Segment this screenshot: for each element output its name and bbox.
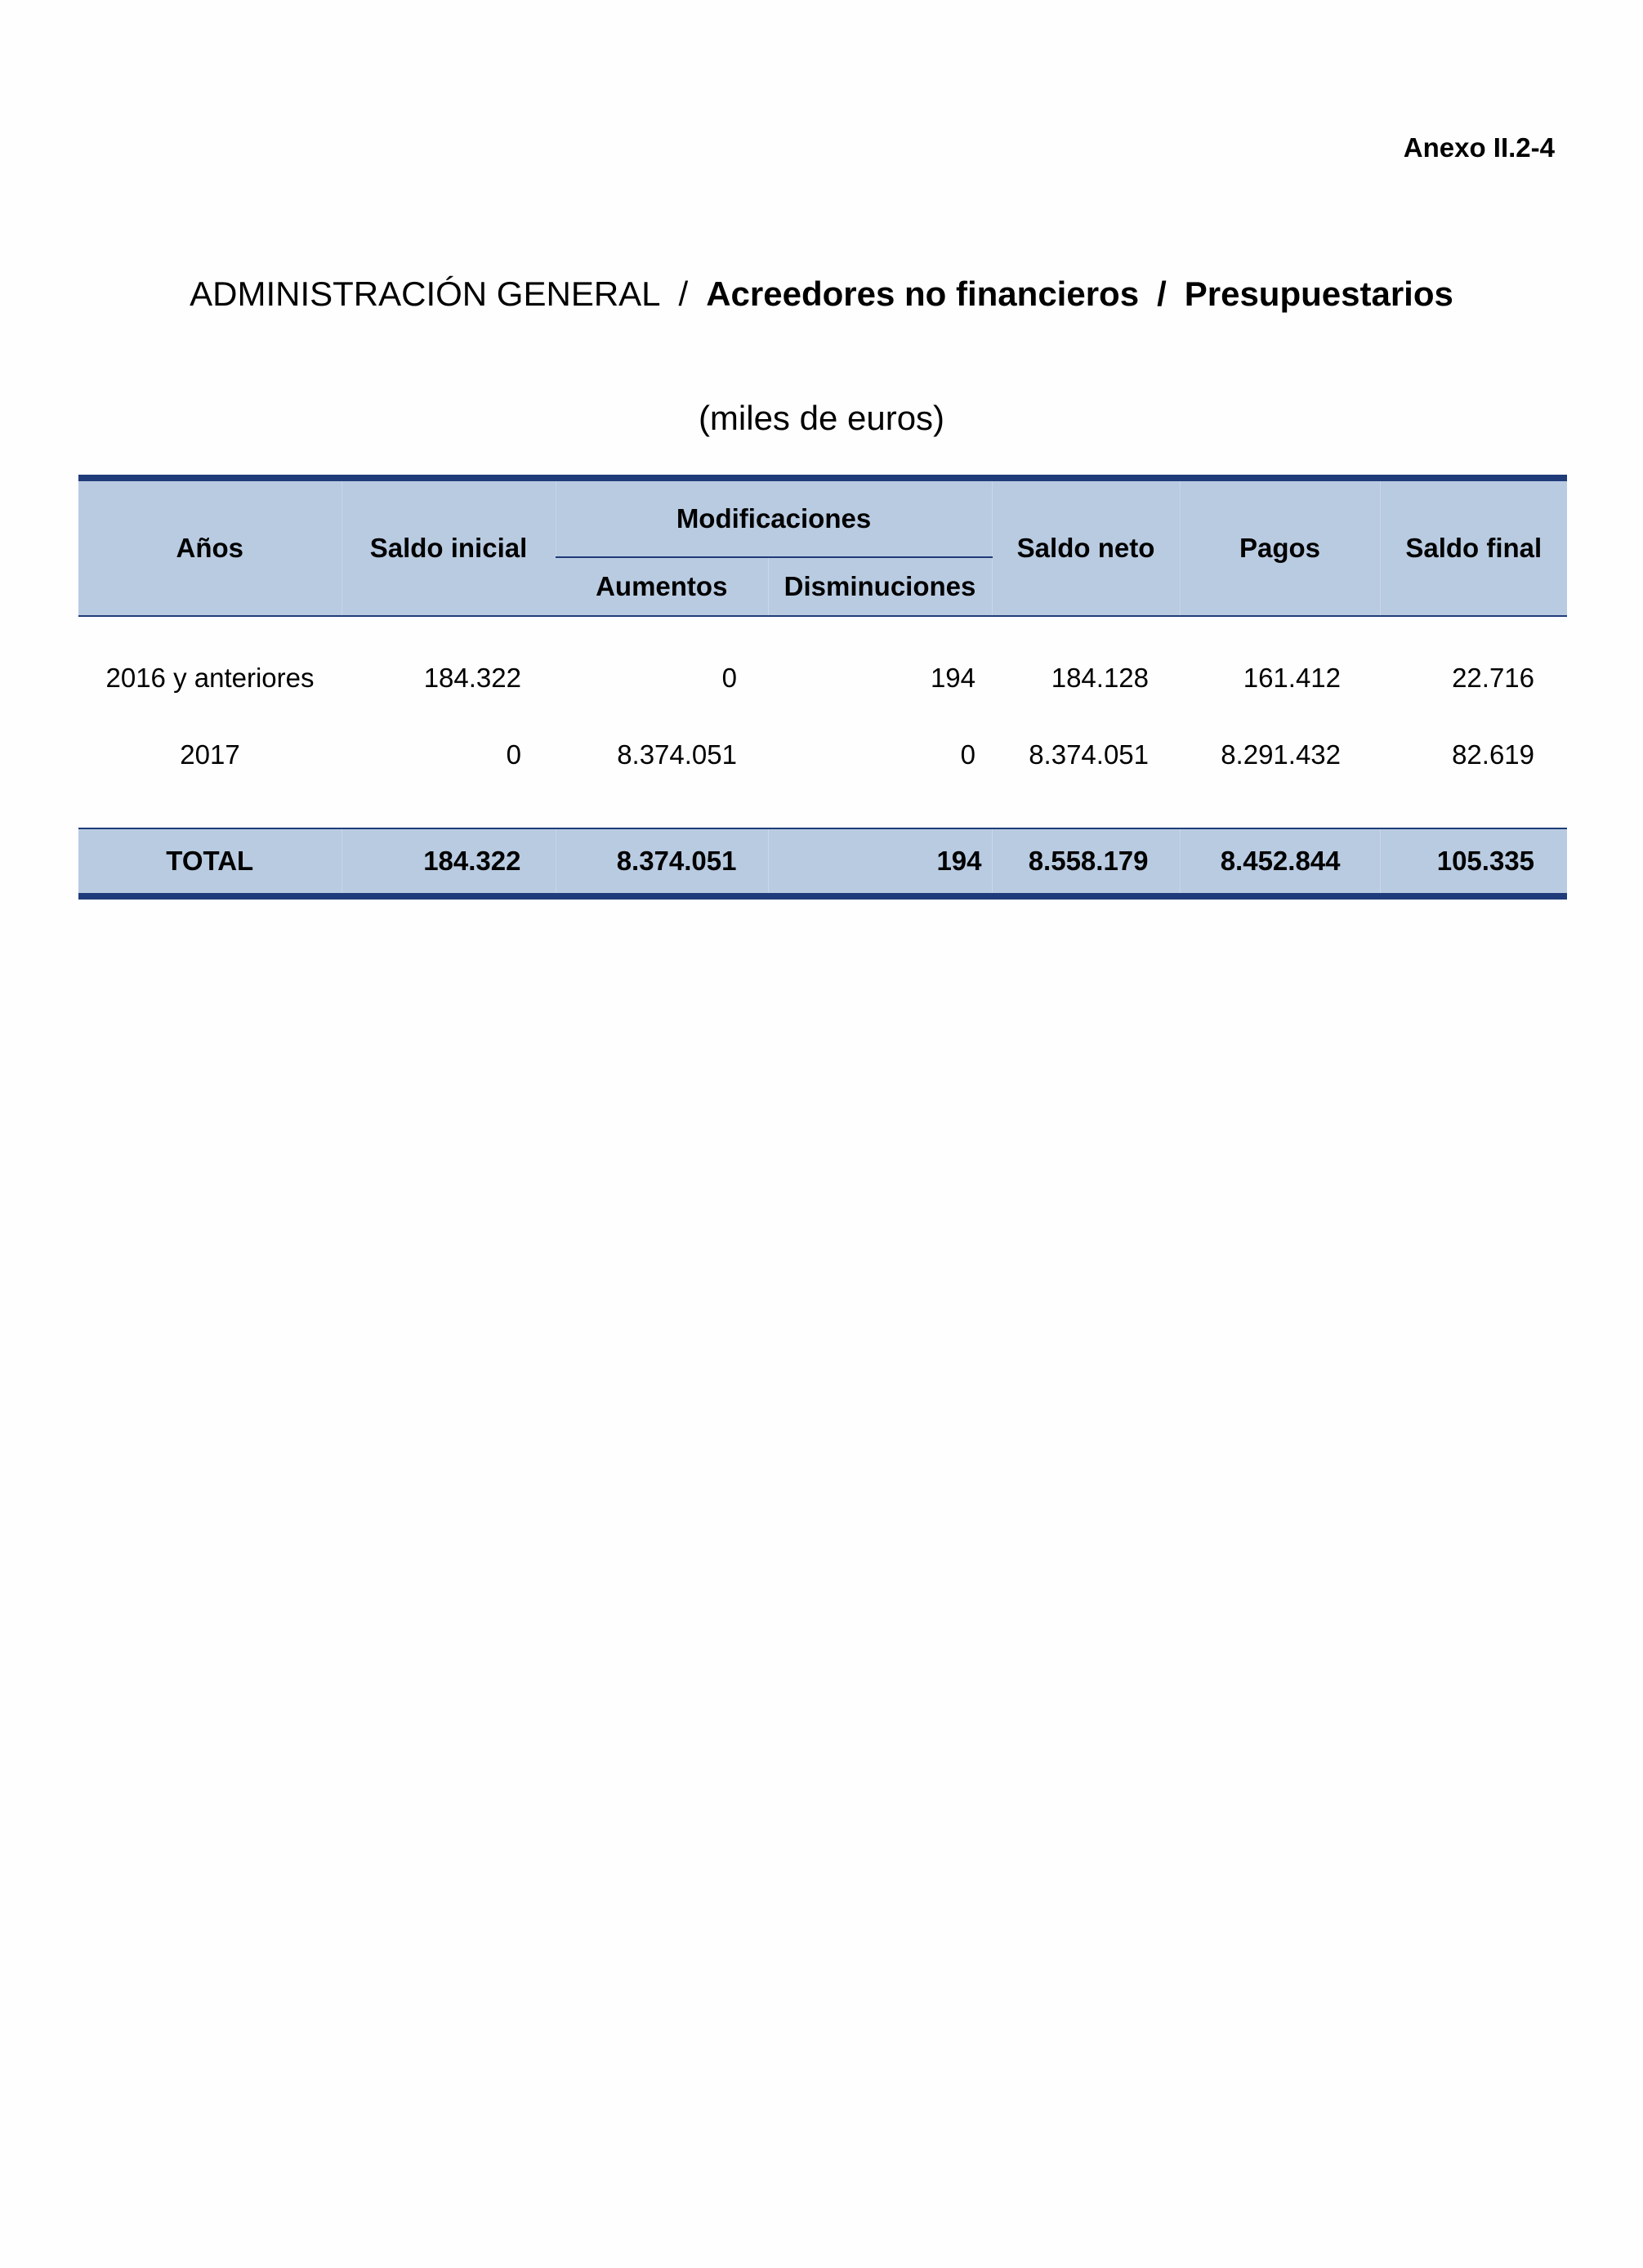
page-title bbox=[0, 275, 1643, 314]
total-row bbox=[78, 828, 1567, 896]
cell-aumentos: 0 bbox=[721, 663, 737, 693]
cell-disminuciones: 194 bbox=[930, 663, 976, 693]
header-saldo-final: Saldo final bbox=[1380, 478, 1567, 616]
total-saldo-inicial: 184.322 bbox=[342, 828, 556, 896]
table-row bbox=[78, 717, 1567, 793]
cell-aumentos: 8.374.051 bbox=[617, 739, 737, 770]
cell-disminuciones: 0 bbox=[960, 739, 976, 770]
cell-pagos: 161.412 bbox=[1243, 663, 1342, 693]
cell-saldo-inicial: 0 bbox=[506, 739, 521, 770]
header-anos: Años bbox=[78, 478, 342, 616]
cell-anos: 2017 bbox=[180, 739, 240, 770]
cell-anos: 2016 y anteriores bbox=[105, 663, 315, 693]
cell-saldo-inicial: 184.322 bbox=[423, 663, 521, 693]
header-disminuciones: Disminuciones bbox=[768, 557, 992, 616]
units-caption: (miles de euros) bbox=[698, 399, 945, 437]
title-separator: / bbox=[1157, 275, 1167, 313]
cell-saldo-neto: 184.128 bbox=[1051, 663, 1150, 693]
total-pagos: 8.452.844 bbox=[1180, 828, 1380, 896]
total-disminuciones: 194 bbox=[768, 828, 992, 896]
total-aumentos: 8.374.051 bbox=[556, 828, 768, 896]
title-separator: / bbox=[678, 275, 689, 313]
header-saldo-inicial: Saldo inicial bbox=[342, 478, 556, 616]
total-saldo-neto: 8.558.179 bbox=[992, 828, 1180, 896]
cell-saldo-neto: 8.374.051 bbox=[1029, 739, 1150, 770]
total-saldo-final: 105.335 bbox=[1380, 828, 1567, 896]
header-row bbox=[78, 478, 1567, 557]
title-subcategory: Presupuestarios bbox=[1184, 275, 1453, 313]
cell-saldo-final: 22.716 bbox=[1452, 663, 1535, 693]
cell-saldo-final: 82.619 bbox=[1452, 739, 1535, 770]
title-category: Acreedores no financieros bbox=[706, 275, 1140, 313]
total-label: TOTAL bbox=[78, 828, 342, 896]
table-row bbox=[78, 640, 1567, 717]
annex-label: Anexo II.2-4 bbox=[1403, 132, 1555, 163]
creditors-table bbox=[78, 475, 1567, 900]
cell-pagos: 8.291.432 bbox=[1221, 739, 1342, 770]
header-pagos: Pagos bbox=[1180, 478, 1380, 616]
title-entity: ADMINISTRACIÓN GENERAL bbox=[190, 275, 661, 313]
header-saldo-neto: Saldo neto bbox=[992, 478, 1180, 616]
data-table bbox=[78, 475, 1567, 900]
header-modificaciones: Modificaciones bbox=[556, 478, 992, 557]
header-aumentos: Aumentos bbox=[556, 557, 768, 616]
